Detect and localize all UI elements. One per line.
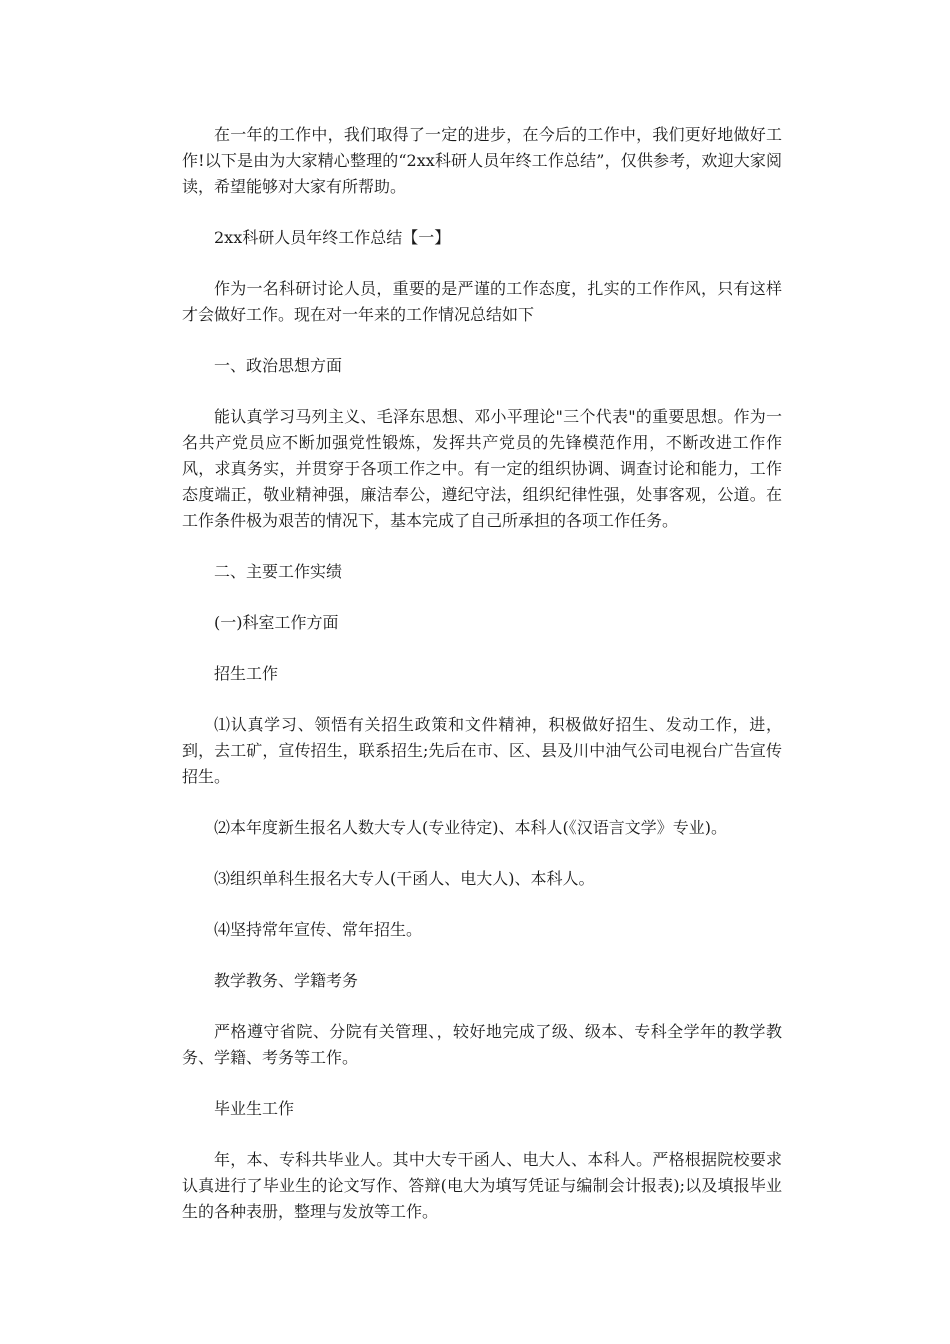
heading-enrollment: 招生工作 [214,664,279,683]
heading-political: 一、政治思想方面 [214,356,343,375]
intro-paragraph: 在一年的工作中，我们取得了一定的进步，在今后的工作中，我们更好地做好工作!以下是由为大家精心整理的“2xx科研人员年终工作总结”，仅供参考，欢迎大家阅读，希望能够对大家有所帮助。 [182,125,782,196]
enrollment-item-2: ⑵本年度新生报名人数大专人(专业待定)、本科人(《汉语言文学》专业)。 [214,818,727,837]
enrollment-item-3: ⑶组织单科生报名大专人(干函人、电大人)、本科人。 [214,869,595,888]
enrollment-item-1: ⑴认真学习、领悟有关招生政策和文件精神，积极做好招生、发动工作，进，到，去工矿，宣传招生，联系招生;先后在市、区、县及川中油气公司电视台广告宣传招生。 [182,715,782,786]
teaching-affairs-paragraph: 严格遵守省院、分院有关管理、，较好地完成了级、级本、专科全学年的教学教务、学籍、考务等工作。 [182,1022,782,1067]
heading-teaching-affairs: 教学教务、学籍考务 [214,971,359,990]
enrollment-item-4: ⑷坚持常年宣传、常年招生。 [214,920,423,939]
graduates-paragraph: 年，本、专科共毕业人。其中大专干函人、电大人、本科人。严格根据院校要求认真进行了毕业生的论文写作、答辩(电大为填写凭证与编制会计报表);以及填报毕业生的各种表册，整理与发放等工作。 [182,1150,782,1221]
political-paragraph: 能认真学习马列主义、毛泽东思想、邓小平理论"三个代表"的重要思想。作为一名共产党员应不断加强党性锻炼，发挥共产党员的先锋模范作用，不断改进工作作风，求真务实，并贯穿于各项工作之中。有一定的组织协调、调查讨论和能力，工作态度端正，敬业精神强，廉洁奉公，遵纪守法，组织纪律性强，处事客观，公道。在工作条件极为艰苦的情况下，基本完成了自己所承担的各项工作任务。 [182,407,782,530]
section-title: 2xx科研人员年终工作总结【一】 [214,228,451,247]
heading-achievements: 二、主要工作实绩 [214,562,343,581]
document-body [182,122,782,1250]
heading-graduates: 毕业生工作 [214,1099,295,1118]
opening-paragraph: 作为一名科研讨论人员，重要的是严谨的工作态度，扎实的工作作风，只有这样才会做好工作。现在对一年来的工作情况总结如下 [182,279,782,324]
heading-department-work: (一)科室工作方面 [214,613,339,632]
